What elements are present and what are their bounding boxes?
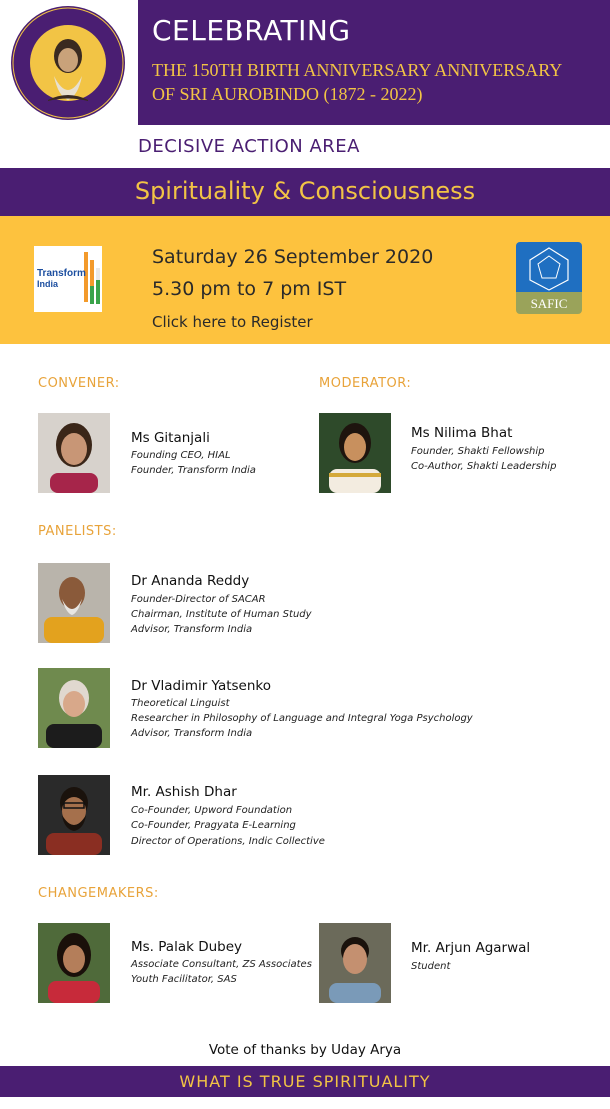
convener-photo	[38, 413, 110, 493]
anniversary-line-2: OF SRI AUROBINDO (1872 - 2022)	[152, 84, 423, 104]
panelist-line: Researcher in Philosophy of Language and Integral Yoga Psychology	[131, 713, 473, 724]
transform-india-logo-icon	[34, 246, 102, 312]
theme-band	[0, 168, 610, 216]
moderator-photo	[319, 413, 391, 493]
convener-label: CONVENER:	[38, 376, 120, 391]
svg-text:Transform: Transform	[37, 268, 86, 279]
sri-aurobindo-logo-icon	[8, 4, 128, 122]
anniversary-line-1: THE 150TH BIRTH ANNIVERSARY ANNIVERSARY	[152, 60, 563, 80]
changemaker-photo	[319, 923, 391, 1003]
panelists-label: PANELISTS:	[38, 524, 117, 539]
event-date: Saturday 26 September 2020	[152, 246, 434, 268]
footer-title: WHAT IS TRUE SPIRITUALITY	[179, 1072, 431, 1091]
moderator-line: Co-Author, Shakti Leadership	[411, 461, 557, 472]
moderator-line: Founder, Shakti Fellowship	[411, 446, 545, 457]
changemaker-name: Ms. Palak Dubey	[131, 939, 243, 955]
action-area-label: DECISIVE ACTION AREA	[138, 136, 360, 157]
changemaker-photo	[38, 923, 110, 1003]
panelist-photo	[38, 563, 110, 643]
celebrating-heading: CELEBRATING	[152, 14, 351, 47]
panelist-line: Advisor, Transform India	[131, 728, 253, 739]
convener-line: Founder, Transform India	[131, 465, 256, 476]
panelist-name: Mr. Ashish Dhar	[131, 784, 237, 800]
panelist-line: Co-Founder, Upword Foundation	[131, 805, 293, 816]
header	[0, 0, 610, 125]
panelist-name: Dr Vladimir Yatsenko	[131, 678, 272, 694]
svg-text:SAFIC: SAFIC	[530, 296, 568, 311]
panelist-line: Theoretical Linguist	[131, 698, 230, 709]
vote-of-thanks: Vote of thanks by Uday Arya	[208, 1042, 402, 1058]
panelist-line: Founder-Director of SACAR	[131, 594, 266, 605]
panelist-line: Advisor, Transform India	[131, 624, 253, 635]
changemaker-line: Youth Facilitator, SAS	[131, 974, 237, 985]
changemakers-label: CHANGEMAKERS:	[38, 886, 159, 901]
changemaker-name: Mr. Arjun Agarwal	[411, 940, 531, 956]
moderator-label: MODERATOR:	[319, 376, 412, 391]
moderator-name: Ms Nilima Bhat	[411, 425, 513, 441]
panelist-line: Co-Founder, Pragyata E-Learning	[131, 820, 296, 831]
panelist-photo	[38, 668, 110, 748]
register-link[interactable]: Click here to Register	[152, 313, 313, 331]
panelist-name: Dr Ananda Reddy	[131, 573, 250, 589]
footer-band	[0, 1066, 610, 1097]
convener-name: Ms Gitanjali	[131, 430, 210, 446]
theme-title: Spirituality & Consciousness	[134, 177, 476, 205]
safic-logo-icon	[516, 242, 582, 314]
panelist-line: Director of Operations, Indic Collective	[131, 836, 325, 847]
header-band	[138, 0, 610, 125]
changemaker-line: Student	[411, 961, 451, 972]
changemaker-line: Associate Consultant, ZS Associates	[131, 959, 312, 970]
panelist-photo	[38, 775, 110, 855]
panelist-line: Chairman, Institute of Human Study	[131, 609, 312, 620]
svg-text:India: India	[37, 279, 59, 289]
event-time: 5.30 pm to 7 pm IST	[152, 278, 347, 300]
event-band	[0, 216, 610, 344]
convener-line: Founding CEO, HIAL	[131, 450, 231, 461]
